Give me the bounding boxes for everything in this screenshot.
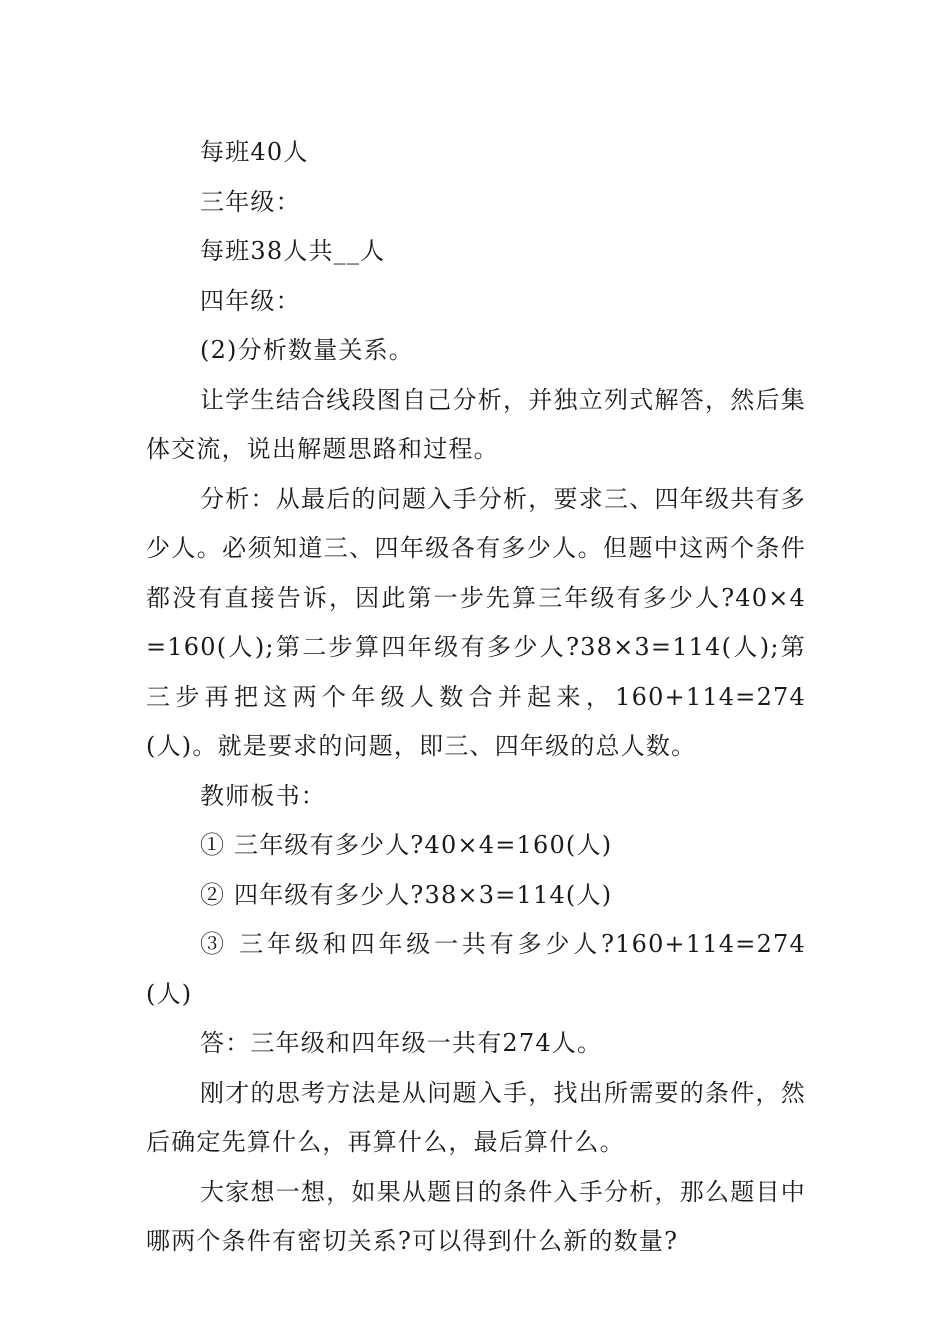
paragraph-analyze-relation-heading: (2)分析数量关系。 [200,336,414,364]
paragraph-board-step-1: ① 三年级有多少人?40×4=160(人) [200,831,613,859]
paragraph-answer: 答：三年级和四年级一共有274人。 [200,1029,603,1057]
paragraph-student-analysis: 让学生结合线段图自己分析，并独立列式解答，然后集体交流，说出解题思路和过程。 [146,385,806,463]
paragraph-method-summary: 刚才的思考方法是从问题入手，找出所需要的条件，然后确定先算什么，再算什么，最后算什么。 [146,1078,806,1156]
paragraph-board-step-3: ③ 三年级和四年级一共有多少人?160+114=274(人) [146,930,806,1008]
paragraph-per-class-40: 每班40人 [200,138,309,166]
paragraph-teacher-board-heading: 教师板书： [200,781,326,810]
paragraph-grade-three-label: 三年级： [200,187,301,216]
paragraph-board-step-2: ② 四年级有多少人?38×3=114(人) [200,880,613,909]
paragraph-analysis-explanation: 分析：从最后的问题入手分析，要求三、四年级共有多少人。必须知道三、四年级各有多少人。但题中这两个条件都没有直接告诉，因此第一步先算三年级有多少人?40×4=160(人);第二步算四年级有多少人?38×3=114(人);第三步再把这两个年级人数合并起来，160+114=274(人)。就是要求的问题，即三、四年级的总人数。 [146,484,806,760]
paragraph-discussion-question: 大家想一想，如果从题目的条件入手分析，那么题目中哪两个条件有密切关系?可以得到什么新的数量? [146,1177,806,1255]
paragraph-per-class-38: 每班38人共__人 [200,237,386,265]
document-body [146,128,806,1267]
paragraph-grade-four-label: 四年级： [200,286,301,315]
